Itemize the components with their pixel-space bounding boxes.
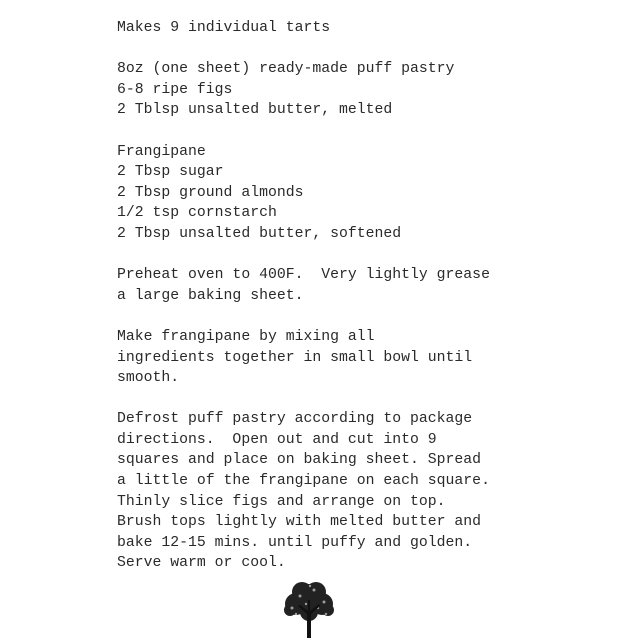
step-line: Brush tops lightly with melted butter and [117,514,482,531]
step-line: directions. Open out and cut into 9 [117,431,437,448]
frangipane-title: Frangipane [117,143,206,160]
ingredient: 8oz (one sheet) ready-made puff pastry [117,61,455,78]
tree-icon [280,578,338,638]
step-line: a large baking sheet. [117,287,304,304]
frangipane-item: 1/2 tsp cornstarch [117,205,277,222]
ingredient: 2 Tblsp unsalted butter, melted [117,102,393,119]
frangipane-item: 2 Tbsp sugar [117,164,224,181]
step-assemble [117,409,490,574]
step-frangipane [117,327,490,389]
step-line: squares and place on baking sheet. Spread [117,452,482,469]
step-preheat [117,265,490,306]
step-line: Make frangipane by mixing all [117,328,375,345]
frangipane-item: 2 Tbsp ground almonds [117,184,304,201]
step-line: Serve warm or cool. [117,555,286,572]
ingredient: 6-8 ripe figs [117,81,233,98]
step-line: bake 12-15 mins. until puffy and golden. [117,534,473,551]
step-line: smooth. [117,370,180,387]
step-line: Preheat oven to 400F. Very lightly grease [117,267,490,284]
recipe-document [117,18,490,574]
step-line: Defrost puff pastry according to package [117,411,473,428]
step-line: Thinly slice figs and arrange on top. [117,493,446,510]
recipe-yield: Makes 9 individual tarts [117,20,331,36]
step-line: ingredients together in small bowl until [117,349,473,366]
frangipane-item: 2 Tbsp unsalted butter, softened [117,225,402,242]
step-line: a little of the frangipane on each square. [117,473,490,490]
